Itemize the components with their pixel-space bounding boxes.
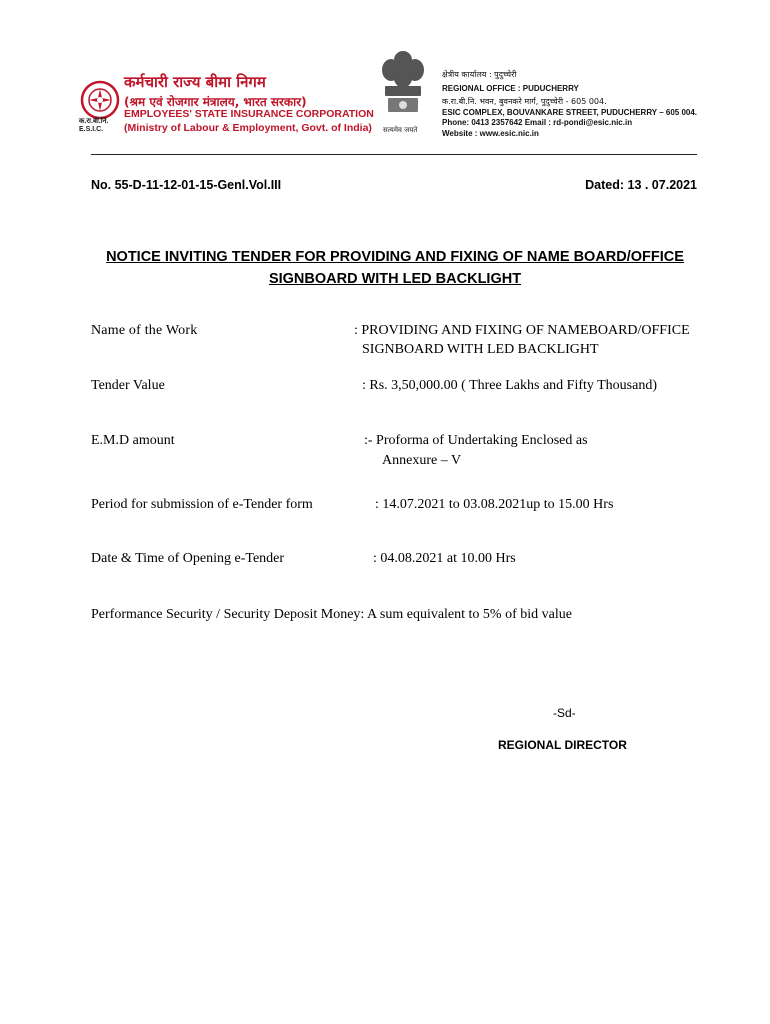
- address-hindi: क.रा.बी.नि. भवन, बुवनकरे मार्ग, पुदुच्चेरी - 605 004.: [442, 97, 607, 106]
- work-label: Name of the Work: [91, 323, 198, 338]
- esic-logo: [80, 80, 120, 120]
- opening-label: Date & Time of Opening e-Tender: [91, 551, 285, 566]
- work-value-line-2: SIGNBOARD WITH LED BACKLIGHT: [362, 342, 599, 357]
- notice-heading: [90, 246, 700, 290]
- org-name-english: EMPLOYEES' STATE INSURANCE CORPORATION: [124, 108, 374, 120]
- emd-value-line-2: Annexure – V: [382, 453, 462, 468]
- org-name-hindi: कर्मचारी राज्य बीमा निगम: [124, 73, 266, 91]
- national-emblem-icon: [376, 48, 430, 122]
- submission-period-value: : 14.07.2021 to 03.08.2021up to 15.00 Hrs: [375, 497, 614, 512]
- ministry-english: (Ministry of Labour & Employment, Govt. of India): [124, 122, 372, 134]
- emblem-motto: सत्यमेव जयते: [383, 126, 418, 134]
- work-value-line-1: : PROVIDING AND FIXING OF NAMEBOARD/OFFICE: [354, 323, 690, 338]
- signature-sd: -Sd-: [553, 706, 576, 720]
- submission-period-label: Period for submission of e-Tender form: [91, 497, 313, 512]
- website: Website : www.esic.nic.in: [442, 129, 539, 138]
- heading-line-2: SIGNBOARD WITH LED BACKLIGHT: [268, 271, 522, 287]
- contact-info: Phone: 0413 2357642 Email : rd-pondi@esic.nic.in: [442, 118, 633, 127]
- reference-number: No. 55-D-11-12-01-15-Genl.Vol.III: [91, 178, 282, 192]
- tender-value: : Rs. 3,50,000.00 ( Three Lakhs and Fifty Thousand): [362, 378, 658, 393]
- heading-line-1: NOTICE INVITING TENDER FOR PROVIDING AND FIXING OF NAME BOARD/OFFICE: [106, 249, 684, 265]
- emd-label: E.M.D amount: [91, 433, 175, 448]
- security-deposit-text: Performance Security / Security Deposit Money: A sum equivalent to 5% of bid value: [91, 607, 572, 622]
- opening-value: : 04.08.2021 at 10.00 Hrs: [373, 551, 516, 566]
- header-divider: [91, 154, 697, 155]
- office-hindi: क्षेत्रीय कार्यालय : पुदुच्चेरी: [442, 70, 517, 79]
- emd-value-line-1: :- Proforma of Undertaking Enclosed as: [364, 433, 588, 448]
- ministry-hindi: (श्रम एवं रोजगार मंत्रालय, भारत सरकार): [124, 95, 307, 109]
- address-english: ESIC COMPLEX, BOUVANKARE STREET, PUDUCHERRY – 605 004.: [442, 108, 698, 117]
- reference-date: Dated: 13 . 07.2021: [585, 178, 697, 192]
- signatory-designation: REGIONAL DIRECTOR: [498, 738, 627, 752]
- tender-value-label: Tender Value: [91, 378, 165, 393]
- office-english: REGIONAL OFFICE : PUDUCHERRY: [442, 84, 579, 93]
- logo-caption: क.रा.बी.नि. E.S.I.C.: [79, 118, 109, 133]
